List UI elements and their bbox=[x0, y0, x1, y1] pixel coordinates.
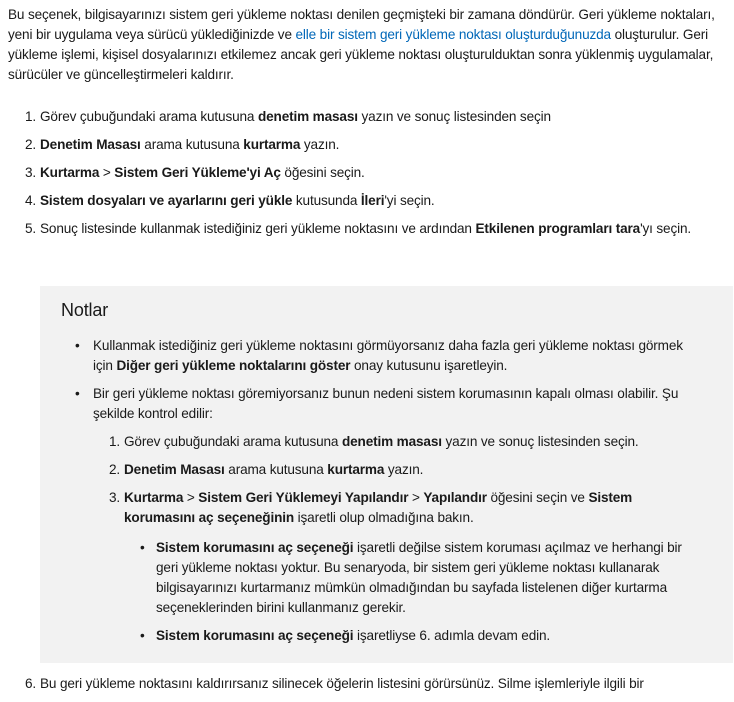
substep-bold-term: Denetim Masası bbox=[124, 462, 225, 477]
step-text: > bbox=[99, 165, 115, 180]
step-number: 2. bbox=[25, 137, 37, 152]
substep-number: 2. bbox=[109, 462, 121, 477]
intro-paragraph bbox=[8, 5, 730, 85]
step-text: öğesini seçin. bbox=[280, 165, 365, 180]
substep-text: Görev çubuğundaki arama kutusuna bbox=[124, 434, 342, 449]
step-text: 'yı seçin. bbox=[640, 221, 692, 236]
step-bold-term: İleri bbox=[360, 193, 385, 208]
substep-item-3 bbox=[93, 488, 688, 646]
step-number: 3. bbox=[25, 165, 37, 180]
protection-status-list bbox=[124, 538, 688, 646]
intro-text-before-link: Bu seçenek, bilgisayarınızı sistem geri yükleme noktası denilen geçmişteki bir zamana döndürür. Geri yükleme noktaları, yeni bir uygulama veya sürücü yüklediğinizde ve bbox=[8, 7, 715, 42]
substep-bold-term: denetim masası bbox=[341, 434, 442, 449]
note-bold-term: Diğer geri yükleme noktalarını göster bbox=[116, 358, 351, 373]
step-number: 5. bbox=[25, 221, 37, 236]
step-bold-term: Sistem Geri Yükleme'yi Aç bbox=[114, 165, 281, 180]
steps-list-bottom bbox=[0, 674, 734, 702]
protection-note-on bbox=[124, 626, 686, 646]
step-bold-term: Etkilenen programları tara bbox=[475, 221, 641, 236]
step-text: 'yi seçin. bbox=[384, 193, 435, 208]
step-number: 6. bbox=[25, 676, 37, 691]
step-bold-term: Denetim Masası bbox=[40, 137, 141, 152]
substep-bold-term: Sistem Geri Yüklemeyi Yapılandır bbox=[198, 490, 409, 505]
bullet-icon: • bbox=[140, 540, 145, 555]
bullet-icon: • bbox=[140, 628, 145, 643]
substep-bold-term: Sistem korumasını aç seçeneğinin bbox=[124, 490, 633, 525]
step-text: Sonuç listesinde kullanmak istediğiniz geri yükleme noktasını ve ardından bbox=[40, 221, 476, 236]
protection-bold-term: Sistem korumasını aç seçeneği bbox=[156, 628, 354, 643]
bullet-icon: • bbox=[75, 386, 80, 401]
substep-text: öğesini seçin ve bbox=[486, 490, 589, 505]
step-item-4 bbox=[0, 191, 730, 211]
substep-text: işaretli olup olmadığına bakın. bbox=[294, 510, 474, 525]
step-text: yazın. bbox=[300, 137, 340, 152]
step-text: Bu geri yükleme noktasını kaldırırsanız silinecek öğelerin listesini görürsünüz. Silme işlemleriyle ilgili bir bbox=[40, 676, 644, 691]
notes-title: Notlar bbox=[61, 300, 109, 320]
substep-bold-term: Yapılandır bbox=[423, 490, 487, 505]
substep-text: > bbox=[183, 490, 199, 505]
bullet-icon: • bbox=[75, 338, 80, 353]
note-item-2 bbox=[40, 384, 688, 646]
note-text: onay kutusunu işaretleyin. bbox=[350, 358, 508, 373]
step-item-3 bbox=[0, 163, 730, 183]
note-text: Kullanmak istediğiniz geri yükleme noktasını görmüyorsanız daha fazla geri yükleme noktası görmek için bbox=[93, 338, 683, 373]
step-number: 1. bbox=[25, 109, 37, 124]
step-text: arama kutusuna bbox=[140, 137, 244, 152]
step-item-1 bbox=[0, 107, 730, 127]
notes-substeps-list bbox=[93, 432, 688, 646]
substep-text: arama kutusuna bbox=[224, 462, 328, 477]
note-item-1 bbox=[40, 336, 688, 376]
steps-list-top bbox=[0, 107, 734, 247]
step-item-2 bbox=[0, 135, 730, 155]
step-number: 4. bbox=[25, 193, 37, 208]
step-text: yazın ve sonuç listesinden seçin bbox=[357, 109, 551, 124]
substep-item-2 bbox=[93, 460, 688, 480]
protection-text: işaretliyse 6. adımla devam edin. bbox=[353, 628, 551, 643]
substep-bold-term: kurtarma bbox=[327, 462, 385, 477]
notes-box bbox=[40, 286, 733, 663]
step-item-6 bbox=[0, 674, 730, 694]
substep-text: yazın. bbox=[384, 462, 424, 477]
step-text: kutusunda bbox=[292, 193, 361, 208]
intro-text-after-link: oluşturulur. Geri yükleme işlemi, kişisel dosyalarınızı etkilemez ancak geri yükleme noktası oluşturulduktan sonra yüklenmiş uygulamalar, sürücüler ve güncelleştirmeleri kaldırır. bbox=[8, 27, 714, 82]
note-text: Bir geri yükleme noktası göremiyorsanız bunun nedeni sistem korumasının kapalı olması olabilir. Şu şekilde kontrol edilir: bbox=[93, 386, 679, 421]
step-item-5 bbox=[0, 219, 730, 239]
notes-list bbox=[40, 336, 733, 654]
step-bold-term: Kurtarma bbox=[40, 165, 100, 180]
substep-item-1 bbox=[93, 432, 688, 452]
step-bold-term: kurtarma bbox=[243, 137, 301, 152]
substep-bold-term: Kurtarma bbox=[124, 490, 184, 505]
protection-note-off bbox=[124, 538, 686, 618]
step-bold-term: denetim masası bbox=[257, 109, 358, 124]
substep-number: 1. bbox=[109, 434, 121, 449]
step-bold-term: Sistem dosyaları ve ayarlarını geri yükle bbox=[40, 193, 293, 208]
substep-number: 3. bbox=[109, 490, 121, 505]
substep-text: yazın ve sonuç listesinden seçin. bbox=[441, 434, 639, 449]
protection-text: işaretli değilse sistem koruması açılmaz ve herhangi bir geri yükleme noktası yoktur. Bu senaryoda, bir sistem geri yükleme noktası kullanarak bilgisayarınızı kurtarmanız mümkün olmadığından bu sayfada listelenen diğer kurtarma seçeneklerinden birini kullanmanız gerekir. bbox=[156, 540, 682, 615]
create-restore-point-link[interactable]: elle bir sistem geri yükleme noktası oluşturduğunuzda bbox=[295, 27, 611, 42]
step-text: Görev çubuğundaki arama kutusuna bbox=[40, 109, 258, 124]
substep-text: > bbox=[408, 490, 424, 505]
protection-bold-term: Sistem korumasını aç seçeneği bbox=[156, 540, 354, 555]
